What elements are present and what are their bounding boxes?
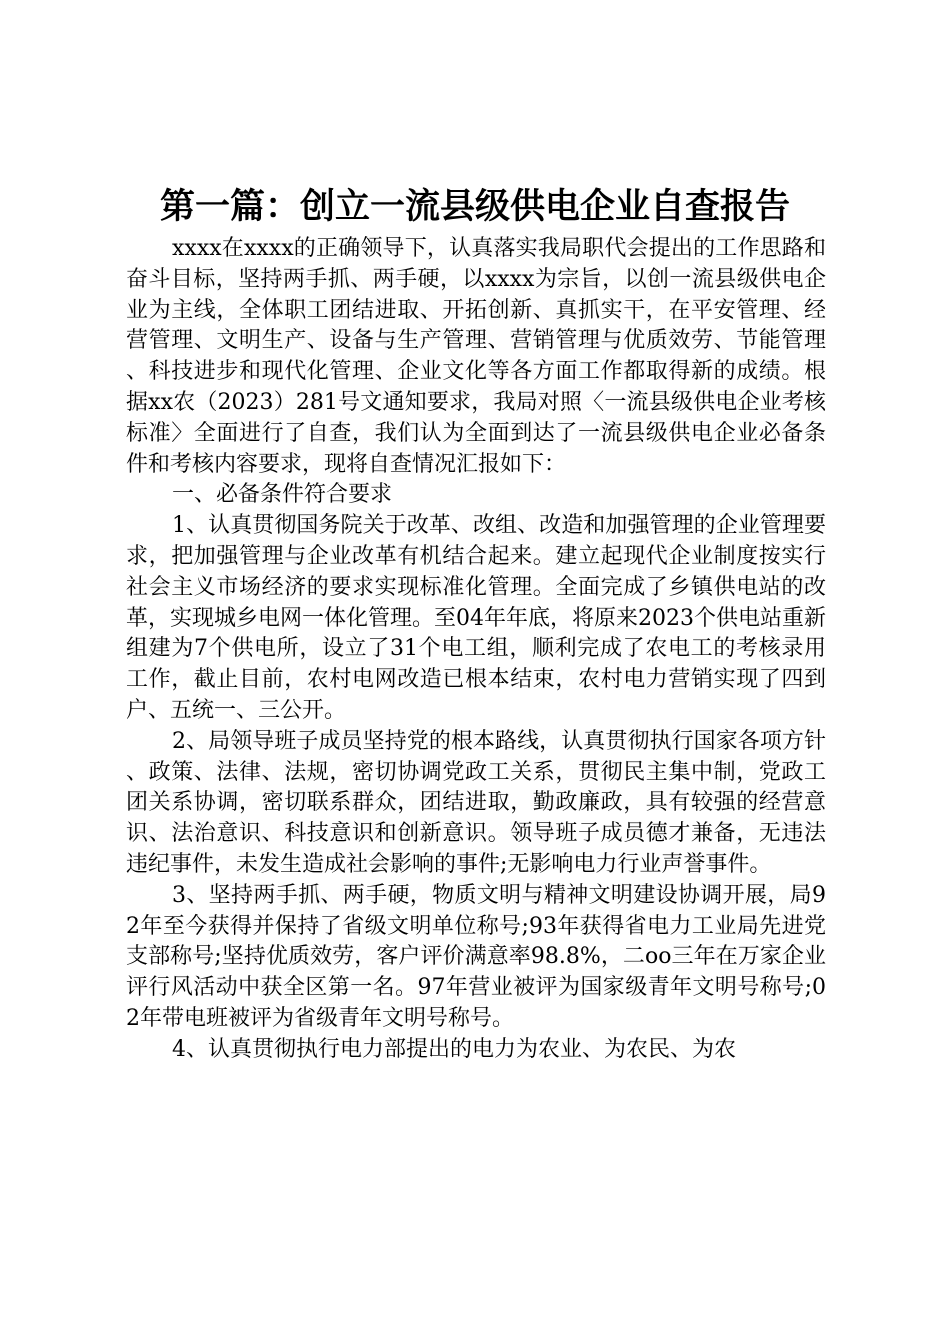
paragraph-item-2: 2、局领导班子成员坚持党的根本路线，认真贯彻执行国家各项方针、政策、法律、法规，密切协调党政工关系，贯彻民主集中制，党政工团关系协调，密切联系群众，团结进取，勤政廉政，具有较强的经营意识、法治意识、科技意识和创新意识。领导班子成员德才兼备，无违法违纪事件，未发生造成社会影响的事件;无影响电力行业声誉事件。 — [126, 728, 826, 877]
section-heading-requirements: 一、必备条件符合要求 — [172, 482, 393, 508]
paragraph-item-1: 1、认真贯彻国务院关于改革、改组、改造和加强管理的企业管理要求，把加强管理与企业改革有机结合起来。建立起现代企业制度按实行社会主义市场经济的要求实现标准化管理。全面完成了乡镇供电站的改革，实现城乡电网一体化管理。至04年年底，将原来2023个供电站重新组建为7个供电所，设立了31个电工组，顺利完成了农电工的考核录用工作，截止目前，农村电网改造已根本结束，农村电力营销实现了四到户、五统一、三公开。 — [126, 513, 826, 723]
document-title: 第一篇：创立一流县级供电企业自查报告 — [159, 186, 790, 227]
paragraph-item-4: 4、认真贯彻执行电力部提出的电力为农业、为农民、为农 — [172, 1036, 736, 1062]
paragraph-intro: xxxx在xxxx的正确领导下，认真落实我局职代会提出的工作思路和奋斗目标，坚持两手抓、两手硬，以xxxx为宗旨，以创一流县级供电企业为主线，全体职工团结进取、开拓创新、真抓实干，在平安管理、经营管理、文明生产、设备与生产管理、营销管理与优质效劳、节能管理、科技进步和现代化管理、企业文化等各方面工作都取得新的成绩。根据xx农（2023）281号文通知要求，我局对照〈一流县级供电企业考核标准〉全面进行了自查，我们认为全面到达了一流县级供电企业必备条件和考核内容要求，现将自查情况汇报如下： — [126, 236, 826, 477]
paragraph-item-3: 3、坚持两手抓、两手硬，物质文明与精神文明建设协调开展，局92年至今获得并保持了省级文明单位称号;93年获得省电力工业局先进党支部称号;坚持优质效劳，客户评价满意率98.8%，二oo三年在万家企业评行风活动中获全区第一名。97年营业被评为国家级青年文明号称号;02年带电班被评为省级青年文明号称号。 — [126, 882, 826, 1031]
document-body — [126, 234, 826, 1066]
